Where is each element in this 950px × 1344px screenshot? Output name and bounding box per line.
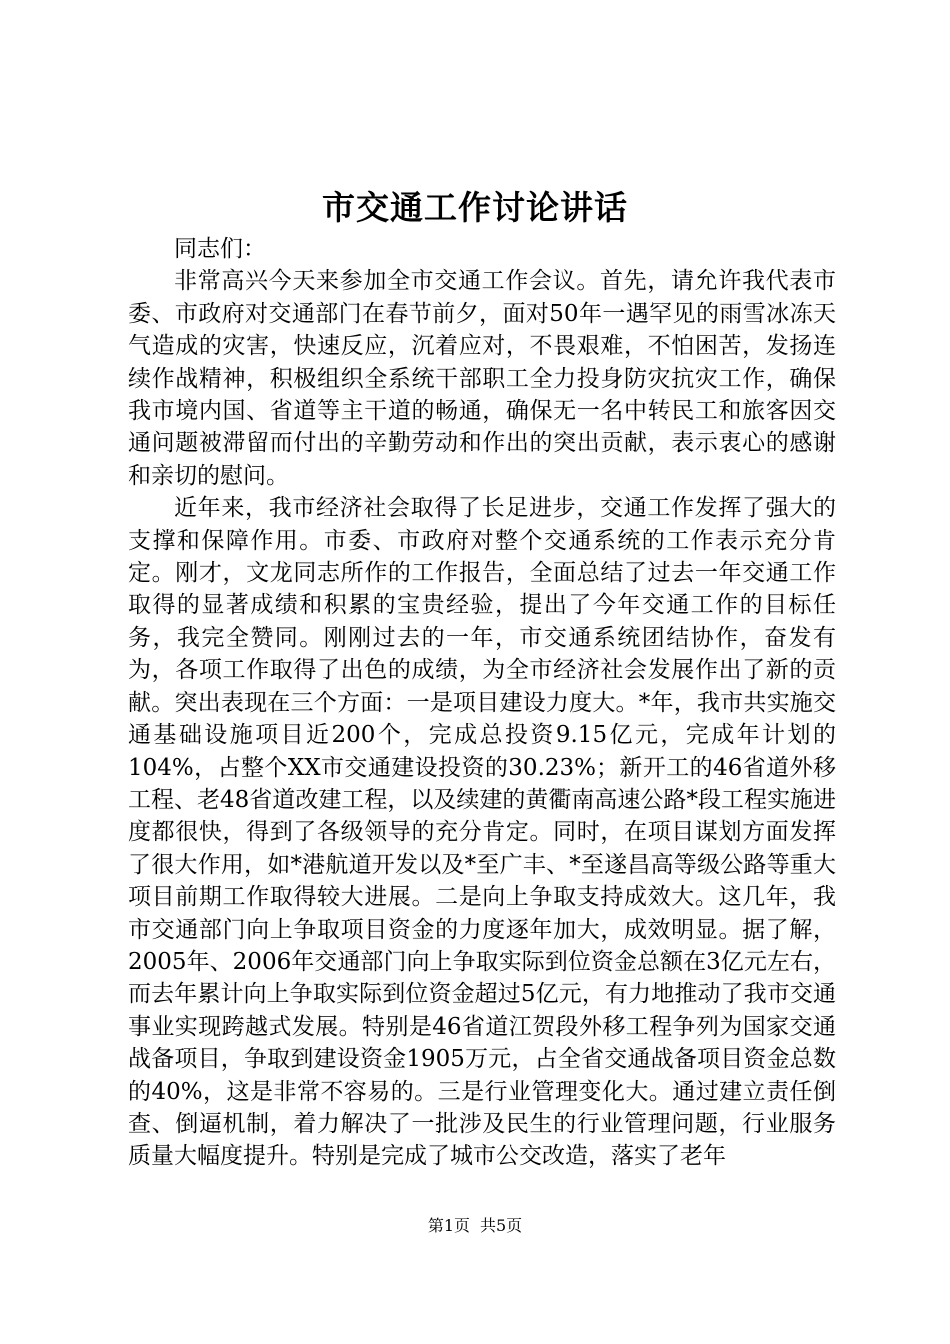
paragraph-2: 近年来，我市经济社会取得了长足进步，交通工作发挥了强大的支撑和保障作用。市委、市政府对整个交通系统的工作表示充分肯定。刚才，文龙同志所作的工作报告，全面总结了过去一年交通工作取得的显著成绩和积累的宝贵经验，提出了今年交通工作的目标任务，我完全赞同。刚刚过去的一年，市交通系统团结协作，奋发有为，各项工作取得了出色的成绩，为全市经济社会发展作出了新的贡献。突出表现在三个方面：一是项目建设力度大。*年，我市共实施交通基础设施项目近200个，完成总投资9.15亿元，完成年计划的104%，占整个XX市交通建设投资的30.23%；新开工的46省道外移工程、老48省道改建工程，以及续建的黄衢南高速公路*段工程实施进度都很快，得到了各级领导的充分肯定。同时，在项目谋划方面发挥了很大作用，如*港航道开发以及*至广丰、*至遂昌高等级公路等重大项目前期工作取得较大进展。二是向上争取支持成效大。这几年，我市交通部门向上争取项目资金的力度逐年加大，成效明显。据了解，2005年、2006年交通部门向上争取实际到位资金总额在3亿元左右，而去年累计向上争取实际到位资金超过5亿元，有力地推动了我市交通事业实现跨越式发展。特别是46省道江贺段外移工程争列为国家交通战备项目，争取到建设资金1905万元，占全省交通战备项目资金总数的40%，这是非常不容易的。三是行业管理变化大。通过建立责任倒查、倒逼机制，着力解决了一批涉及民生的行业管理问题，行业服务质量大幅度提升。特别是完成了城市公交改造，落实了老年 xyxy=(128,495,836,1170)
paragraph-1: 非常高兴今天来参加全市交通工作会议。首先，请允许我代表市委、市政府对交通部门在春节前夕，面对50年一遇罕见的雨雪冰冻天气造成的灾害，快速反应，沉着应对，不畏艰难，不怕困苦，发扬连续作战精神，积极组织全系统干部职工全力投身防灾抗灾工作，确保我市境内国、省道等主干道的畅通，确保无一名中转民工和旅客因交通问题被滞留而付出的辛勤劳动和作出的突出贡献，表示衷心的感谢和亲切的慰问。 xyxy=(128,268,836,489)
document-body xyxy=(128,233,836,1173)
page-total: 共5页 xyxy=(480,1216,523,1235)
page-number: 第1页 xyxy=(427,1216,470,1235)
salutation: 同志们： xyxy=(174,236,266,262)
document-title: 市交通工作讨论讲话 xyxy=(322,188,628,227)
page-footer xyxy=(0,1216,950,1236)
